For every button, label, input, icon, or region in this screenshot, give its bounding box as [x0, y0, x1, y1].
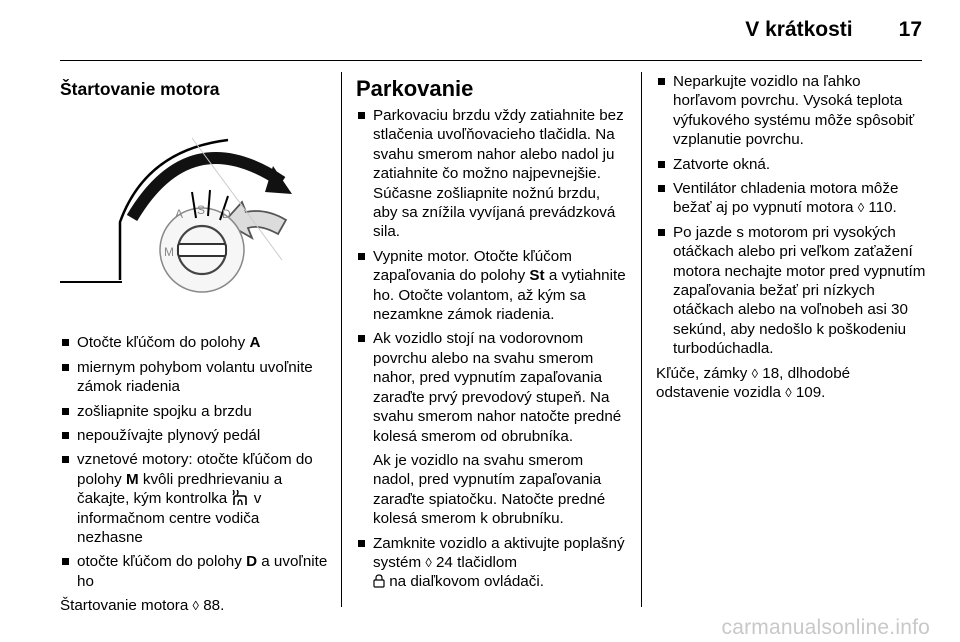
starting-steps-list [60, 333, 328, 591]
key-slot [178, 244, 226, 256]
page-ref-arrow-icon: ◊ [425, 554, 432, 570]
list-item: miernym pohybom volantu uvoľnite zámok riadenia [60, 358, 328, 397]
sub-paragraph: Ak je vozidlo na svahu smerom nadol, pred vypnutím zapaľovania zaraďte spiatočku. Natočte predné kolesá smerom k obrubníku. [373, 451, 606, 528]
label-d: D [222, 207, 231, 221]
page-ref-arrow-icon: ◊ [785, 385, 792, 401]
list-item: Zatvorte okná. [656, 155, 926, 174]
list-item: nepoužívajte plynový pedál [60, 426, 328, 445]
column-parking-continued [656, 72, 926, 408]
list-item: Vypnite motor. Otočte kľúčom zapaľovania do polohy St a vytiahnite ho. Otočte volantom, až kým sa nezamkne zámok riadenia. [356, 247, 628, 325]
header-title: V krátkosti [745, 18, 853, 41]
column-divider [341, 72, 342, 607]
page-ref-arrow-icon: ◊ [192, 598, 199, 614]
list-item: otočte kľúčom do polohy D a uvoľnite ho [60, 552, 328, 591]
list-item: Neparkujte vozidlo na ľahko horľavom povrchu. Vysoká teplota výfukového systému môže spôsobiť vzplanutie povrchu. [656, 72, 926, 150]
parking-steps-list-continued [356, 534, 628, 592]
page-header [745, 18, 922, 42]
label-s: S [197, 203, 206, 217]
list-item: Parkovaciu brzdu vždy zatiahnite bez stlačenia uvoľňovacieho tlačidla. Na svahu smerom nahor alebo nadol ju zatiahnite čo možno najpevnejšie. Súčasne zošliapnite nožnú brzdu, aby sa znížila vyvíjaná prevádzková sila. [356, 106, 628, 242]
list-item: vznetové motory: otočte kľúčom do polohy M kvôli predhrievaniu a čakajte, kým kontrolka v informačnom centre vodiča nezhasne [60, 450, 328, 547]
header-rule [60, 60, 922, 61]
watermark: carmanualsonline.info [721, 616, 930, 639]
label-m: M [164, 245, 174, 259]
list-item: zošliapnite spojku a brzdu [60, 402, 328, 421]
list-item: Zamknite vozidlo a aktivujte poplašný systém ◊ 24 tlačidlom na diaľkovom ovládači. [356, 534, 628, 592]
column-starting-engine [60, 72, 328, 621]
label-a: A [175, 207, 184, 221]
keys-reference: Kľúče, zámky ◊ 18, dlhodobé odstavenie vozidla ◊ 109. [656, 364, 851, 402]
column-divider [641, 72, 642, 607]
list-item: Ventilátor chladenia motora môže bežať aj po vypnutí motora ◊ 110. [656, 179, 926, 218]
column-parking [356, 72, 628, 597]
list-item: Otočte kľúčom do polohy A [60, 333, 328, 352]
list-item: Ak vozidlo stojí na vodorovnom povrchu alebo na svahu smerom nahor, pred vypnutím zapaľovania zaraďte prvý prevodový stupeň. Na svahu smerom nahor natočte predné kolesá smerom od obrubníka. [356, 329, 628, 445]
ignition-switch-illustration [60, 110, 328, 320]
section-title-parking: Parkovanie [356, 76, 474, 101]
starting-reference: Štartovanie motora ◊ 88. [60, 597, 225, 615]
remote-lock-icon [373, 574, 385, 588]
glow-plug-icon [231, 490, 249, 506]
section-title-starting: Štartovanie motora [60, 79, 220, 99]
parking-steps-list [356, 106, 628, 446]
list-item: Po jazde s motorom pri vysokých otáčkach alebo pri veľkom zaťažení motora nechajte motor pred vypnutím zapaľovania bežať pri nízkych otáčkach alebo na voľnobeh asi 30 sekúnd, aby nedošlo k poškodeniu turbodúchadla. [656, 223, 926, 359]
parking-notes-list [656, 72, 926, 359]
page-number: 17 [898, 18, 922, 41]
page-ref-arrow-icon: ◊ [751, 365, 759, 381]
page-ref-arrow-icon: ◊ [857, 200, 865, 216]
